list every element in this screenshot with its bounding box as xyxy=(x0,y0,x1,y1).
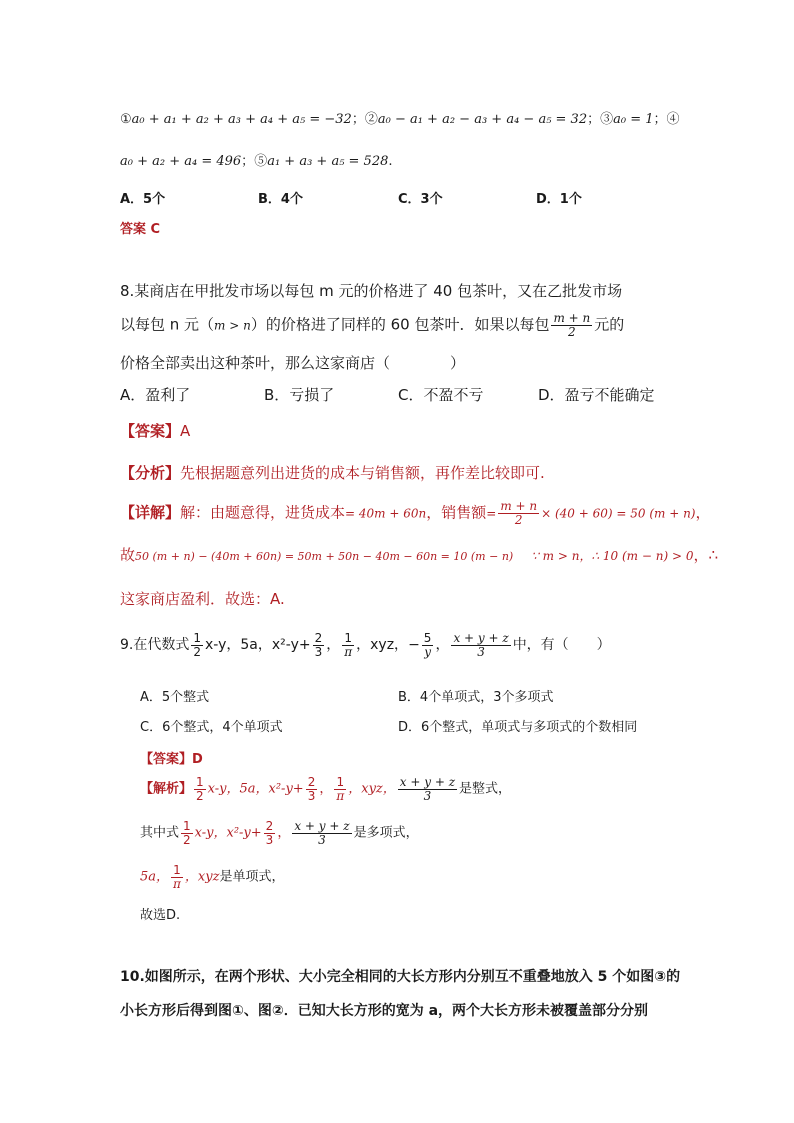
q9-lead: 9.在代数式 xyxy=(120,637,190,654)
q8-text-line3: 价格全部卖出这种茶叶，那么这家商店（ ） xyxy=(120,354,466,372)
q7-eq2: a₀ − a₁ + a₂ − a₃ + a₄ − a₅ = 32 xyxy=(377,112,588,127)
denominator: 3 xyxy=(265,832,274,847)
difference-expression: 50 (m + n) − (40m + 60n) = 50m + 50n − 40m − 60n = 10 (m − n) xyxy=(135,550,514,563)
sep: ， xyxy=(326,637,341,654)
q8-text-line1: 8.某商店在甲批发市场以每包 m 元的价格进了 40 包茶叶，又在乙批发市场 xyxy=(120,282,623,300)
numerator: 1 xyxy=(342,632,354,646)
denominator: 3 xyxy=(307,788,316,803)
detail-tag: 【详解】 xyxy=(120,503,181,522)
numerator: m + n xyxy=(553,311,591,325)
circle-1: ① xyxy=(120,112,132,127)
q9-option-a: A．5个整式 xyxy=(140,690,210,705)
q7-option-b: B．4个 xyxy=(258,192,303,207)
q9-option-b: B．4个单项式，3个多项式 xyxy=(398,690,554,705)
frac-one-over-pi xyxy=(342,632,354,658)
frac-half xyxy=(194,776,206,802)
q8-detail-line2 xyxy=(120,544,718,565)
q7-eq4: a₀ + a₂ + a₄ = 496 xyxy=(120,154,242,169)
frac-two-thirds xyxy=(313,632,325,658)
q8-line2-part: ）的价格进了同样的 60 包茶叶．如果以每包 xyxy=(250,315,550,334)
q10-text-line1: 10.如图所示，在两个形状、大小完全相同的大长方形内分别互不重叠地放入 5 个如图③的 xyxy=(120,969,681,985)
explain-tag: 【解析】 xyxy=(140,781,193,797)
sep: ； xyxy=(653,112,667,127)
q8-detail-line1 xyxy=(120,500,711,526)
denominator: 3 xyxy=(477,644,485,659)
q9-question xyxy=(120,632,611,658)
q8-option-a: A．盈利了 xyxy=(120,386,191,404)
q8-condition: m > n xyxy=(214,318,251,333)
q7-eq3: a₀ = 1 xyxy=(613,112,654,127)
cost-expression: = 40m + 60n xyxy=(345,506,427,521)
minus-sign: − xyxy=(408,637,420,654)
denominator: 2 xyxy=(183,832,191,847)
frac-xyz-over-3 xyxy=(451,632,510,658)
explain-tail: 是多项式， xyxy=(353,825,419,841)
denominator: 3 xyxy=(314,644,323,659)
analysis-text: 先根据题意列出进货的成本与销售额，再作差比较即可. xyxy=(180,464,545,482)
circle-4: ④ xyxy=(666,112,680,127)
q7-option-c: C．3个 xyxy=(398,192,443,207)
q8-line2-part: 元的 xyxy=(594,315,625,334)
numerator: 1 xyxy=(193,631,201,645)
term-2: 5a， xyxy=(240,637,272,654)
q8-option-b: B．亏损了 xyxy=(264,386,335,404)
denominator: π xyxy=(173,876,181,891)
denominator: 3 xyxy=(423,788,432,803)
frac-one-over-pi xyxy=(171,864,183,890)
detail-text: 故 xyxy=(120,546,136,564)
numerator: 5 xyxy=(423,631,432,645)
q10-text-line2: 小长方形后得到图①、图②．已知大长方形的宽为 a，两个大长方形未被覆盖部分分别 xyxy=(120,1003,649,1019)
terms: 5a， xyxy=(140,869,170,885)
detail-text: ，销售额 xyxy=(426,503,487,522)
comma: ， xyxy=(695,503,711,522)
q8-detail-line3: 这家商店盈利．故选：A. xyxy=(120,590,285,608)
q7-answer: 答案 C xyxy=(120,222,161,237)
numerator: 2 xyxy=(314,631,323,645)
denominator: 2 xyxy=(196,788,204,803)
explain-tail: 是整式， xyxy=(459,781,512,797)
terms: x-y，x²-y+ xyxy=(194,825,262,841)
numerator: 2 xyxy=(265,819,274,833)
q7-eq5: a₁ + a₃ + a₅ = 528 xyxy=(267,154,389,169)
answer-value: A xyxy=(180,422,191,440)
sales-fraction xyxy=(498,500,539,526)
sales-expression: × (40 + 60) = 50 (m + n) xyxy=(541,506,696,521)
q9-option-c: C．6个整式，4个单项式 xyxy=(140,720,283,735)
numerator: 1 xyxy=(196,775,204,789)
denominator: 2 xyxy=(568,324,576,339)
q8-option-c: C．不盈不亏 xyxy=(398,386,484,404)
frac-half xyxy=(181,820,193,846)
q8-analysis xyxy=(120,462,545,483)
denominator: π xyxy=(344,644,353,659)
frac-xyz-over-3 xyxy=(398,776,457,802)
q9-option-d: D．6个整式，单项式与多项式的个数相同 xyxy=(398,720,638,735)
equals: = xyxy=(486,506,497,521)
because-condition: ∵ m > n xyxy=(531,549,580,563)
sep: ； xyxy=(587,112,601,127)
terms: x-y，5a，x²-y+ xyxy=(207,781,304,797)
sep: ； xyxy=(241,154,255,169)
numerator: x + y + z xyxy=(399,775,456,789)
numerator: x + y + z xyxy=(294,819,350,833)
answer-tag: 【答案】 xyxy=(140,752,193,767)
period: . xyxy=(388,154,393,169)
denominator: 3 xyxy=(318,832,326,847)
numerator: x + y + z xyxy=(453,631,509,645)
q8-text-line2 xyxy=(120,312,624,338)
circle-2: ② xyxy=(364,112,378,127)
frac-half xyxy=(191,632,203,658)
term-1: x-y， xyxy=(205,637,241,654)
numerator: m + n xyxy=(500,499,538,513)
sep: ， xyxy=(319,781,333,797)
therefore-expression: ，∴ 10 (m − n) > 0 xyxy=(579,549,694,563)
q9-explain-line2 xyxy=(140,820,419,846)
denominator: 2 xyxy=(514,512,523,527)
q7-conditions-line2 xyxy=(120,150,393,169)
numerator: 1 xyxy=(183,819,191,833)
term-3: x²-y+ xyxy=(271,637,311,654)
sep: ， xyxy=(277,825,291,841)
frac-xyz-over-3 xyxy=(292,820,351,846)
frac-two-thirds xyxy=(306,776,318,802)
therefore-symbol: ，∴ xyxy=(693,546,719,564)
q7-option-d: D．1个 xyxy=(536,192,582,207)
circle-5: ⑤ xyxy=(254,154,268,169)
q9-explain-line4: 故选D. xyxy=(140,908,181,923)
circle-3: ③ xyxy=(600,112,614,127)
q9-explain-line1 xyxy=(140,776,511,802)
analysis-tag: 【分析】 xyxy=(120,464,181,482)
answer-value: D xyxy=(192,752,203,767)
q7-eq1: a₀ + a₁ + a₂ + a₃ + a₄ + a₅ = −32 xyxy=(131,112,352,127)
q9-answer xyxy=(140,748,203,767)
q7-option-a: A．5个 xyxy=(120,192,166,207)
numerator: 2 xyxy=(307,775,316,789)
q8-answer xyxy=(120,420,190,441)
numerator: 1 xyxy=(171,864,183,878)
sep: ； xyxy=(351,112,365,127)
frac-one-over-pi xyxy=(334,776,346,802)
sep: ， xyxy=(356,637,371,654)
frac-five-over-y xyxy=(422,632,434,658)
q9-tail: 中，有（ ） xyxy=(512,637,611,654)
answer-tag: 【答案】 xyxy=(120,422,181,440)
q7-conditions-line1 xyxy=(120,108,680,127)
denominator: π xyxy=(336,788,345,803)
denominator: y xyxy=(424,644,431,659)
numerator: 1 xyxy=(334,776,346,790)
frac-two-thirds xyxy=(264,820,276,846)
sep: ， xyxy=(435,637,450,654)
term-5: xyz， xyxy=(370,637,409,654)
denominator: 2 xyxy=(193,644,201,659)
terms: ，xyz， xyxy=(348,781,396,797)
detail-text: 解：由题意得，进货成本 xyxy=(180,503,346,522)
explain-tail: 是单项式， xyxy=(219,869,285,885)
terms: ，xyz xyxy=(184,869,220,885)
q8-option-d: D．盈亏不能确定 xyxy=(538,386,655,404)
q9-explain-line3 xyxy=(140,864,284,890)
q8-price-fraction xyxy=(551,312,592,338)
explain-lead: 其中式 xyxy=(140,825,180,841)
q8-line2-part: 以每包 n 元（ xyxy=(120,315,215,334)
